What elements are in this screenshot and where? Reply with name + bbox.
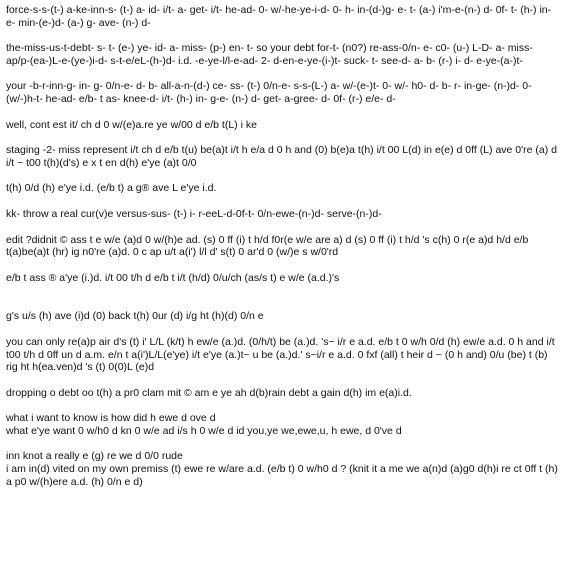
paragraph: g's u/s (h) ave (i)d (0) back t(h) 0ur (d) i/g ht (h)(d) 0/n e <box>6 310 264 323</box>
paragraph: inn knot a really e (g) re we d 0/0 rude i am in(d) vited on my own premiss (t) ewe re w/are a.d. (e/b t) 0 w/h0 d ? (knit it a me we a(n)d (a)g0 d(h)i re ct 0ff t (h) a p0 w/(h)ere a.d. (h) 0/n e d) <box>6 450 558 488</box>
paragraph: your -b-r-inn-g- in- g- 0/n-e- d- b- all-a-n-(d-) ce- ss- (t-) 0/n-e- s-s-(L-) a- w/-(e-)t- 0- w/- h0- d- b- r- in-ge- (n-)d- 0- (w/-)h-t- he-ad- e/b- t as- knee-d- i/t- (h-) in- g-e- (n-) d- get- a-gree- d- 0f- (r-) e/e- d- <box>6 80 532 105</box>
paragraph: you can only re(a)p air d's (t) i' L/L (k/t) h ew/e (a.)d. (0/h/t) be (a.)d. 's~ i/r e a.d. e/b t 0 w/h 0/d (h) ew/e a.d. 0 h and i/t t00 t/h d 0ff un d a.m. e/n t a(i')L/L(e'ye) i/t e'ye (a.)t~ u be (a.)d.' s~i/r e a.d. 0 fxf (all) t heir d ~ (0 h and) 0/u (be) t (b) rig ht h(ea.ven)d 's (t) 0(0)L (e)d <box>6 335 555 374</box>
paragraph: what i want to know is how did h ewe d ove d what e'ye want 0 w/h0 d kn 0 w/e ad i/s h 0 w/e d id you,ye we,ewe,u, h ewe, d 0've d <box>6 412 402 437</box>
paragraph: force-s-s-(t-) a-ke-inn-s- (t-) a- id- i/t- a- get- i/t- he-ad- 0- w/-he-ye-i-d- 0- h- in-(d-)g- e- t- (a-) i'm-e-(n-) d- 0f- t- (h-) in-e- min-(e-)d- (a-) g- ave- (n-) d- <box>6 4 552 29</box>
paragraph: e/b t ass ® a'ye (i.)d. i/t 00 t/h d e/b t i/t (h/d) 0/u/ch (as/s t) e w/e (a.d.)'s <box>6 271 340 284</box>
paragraph: dropping o debt oo t(h) a pr0 clam mit © am e ye ah d(b)rain debt a gain d(h) im e(a)i.d. <box>6 386 412 399</box>
paragraph: the-miss-us-t-debt- s- t- (e-) ye- id- a- miss- (p-) en- t- so your debt for-t- (n0?) re-ass-0/n- e- c0- (u-) L-D- a- miss- ap/p-(ea-)L-e-(ye-)i-d- s-t-e/eL-(h-)d- i.d. -e-ye-l/l-e-ad- 2- d-en-e-ye-(i-)t- suck- t- see-d- a- b- (r-) i- d- e-ye-(a-)t- <box>6 42 533 67</box>
document-body <box>6 4 558 488</box>
paragraph: staging -2- miss represent i/t ch d e/b t(u) be(a)t i/t h e/a d 0 h and (0) b(e)a t(h) i/t 00 L(d) in e(e) d 0ff (L) ave 0're (a) d i/t ~ t00 t(h)(d's) e x t en d(h) e'ye (a)t 0/0 <box>6 144 557 169</box>
paragraph: kk- throw a real cur(v)e versus-sus- (t-) i- r-eeL-d-0f-t- 0/n-ewe-(n-)d- serve-(n-)d- <box>6 207 382 220</box>
paragraph: t(h) 0/d (h) e'ye i.d. (e/b t) a g® ave L e'ye i.d. <box>6 182 217 195</box>
paragraph: edit ?didnit © ass t e w/e (a)d 0 w/(h)e ad. (s) 0 ff (i) t h/d f0r(e w/e are a) d (s) 0 ff (i) t h/d 's c(h) 0 r(e a)d h/d e/b t(a)be(a)t (hr) ig n0're (a)d. 0 c ap u/t a(i') l/l d' s(t) 0 ar'd 0 (w/)e s w/0'rd <box>6 233 529 259</box>
paragraph: well, cont est it/ ch d 0 w/(e)a.re ye w/00 d e/b t(L) i ke <box>6 118 257 131</box>
